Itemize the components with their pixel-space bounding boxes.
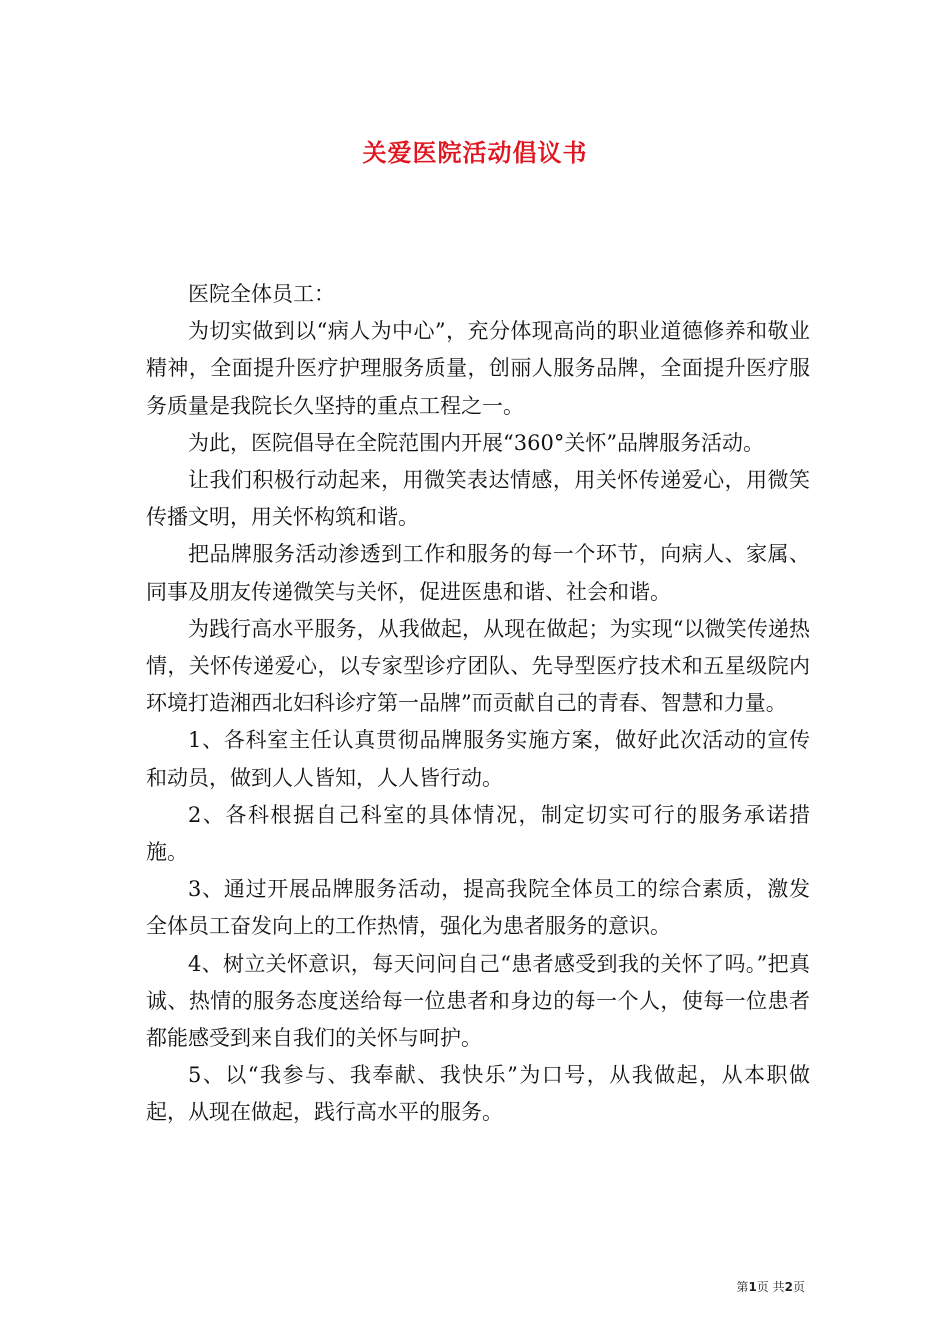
footer-suffix: 页 — [792, 1280, 805, 1294]
paragraph: 把品牌服务活动渗透到工作和服务的每一个环节，向病人、家属、同事及朋友传递微笑与关怀，促进医患和谐、社会和谐。 — [146, 542, 810, 604]
list-item: 1、各科室主任认真贯彻品牌服务实施方案，做好此次活动的宣传和动员，做到人人皆知，人人皆行动。 — [146, 728, 810, 790]
total-pages-number: 2 — [784, 1280, 793, 1294]
current-page-number: 1 — [748, 1280, 757, 1294]
footer-prefix: 第 — [736, 1280, 749, 1294]
salutation: 医院全体员工： — [188, 282, 335, 306]
document-title: 关爱医院活动倡议书 — [362, 138, 588, 167]
paragraph: 为践行高水平服务，从我做起，从现在做起；为实现“以微笑传递热情，关怀传递爱心，以专家型诊疗团队、先导型医疗技术和五星级院内环境打造湘西北妇科诊疗第一品牌”而贡献自己的青春、智慧和力量。 — [146, 616, 810, 716]
list-item: 5、以“我参与、我奉献、我快乐”为口号，从我做起，从本职做起，从现在做起，践行高水平的服务。 — [146, 1063, 810, 1125]
document-body — [146, 276, 810, 1132]
paragraph: 让我们积极行动起来，用微笑表达情感，用关怀传递爱心，用微笑传播文明，用关怀构筑和谐。 — [146, 468, 810, 530]
footer-middle: 页 共 — [756, 1280, 785, 1294]
paragraph: 为切实做到以“病人为中心”，充分体现高尚的职业道德修养和敬业精神，全面提升医疗护理服务质量，创丽人服务品牌，全面提升医疗服务质量是我院长久坚持的重点工程之一。 — [146, 319, 810, 418]
list-item: 3、通过开展品牌服务活动，提高我院全体员工的综合素质，激发全体员工奋发向上的工作热情，强化为患者服务的意识。 — [146, 877, 810, 939]
list-item: 2、各科根据自己科室的具体情况，制定切实可行的服务承诺措施。 — [146, 802, 810, 865]
list-item: 4、树立关怀意识，每天问问自己“患者感受到我的关怀了吗。”把真诚、热情的服务态度送给每一位患者和身边的每一个人，使每一位患者都能感受到来自我们的关怀与呵护。 — [146, 951, 810, 1051]
page-number-footer — [0, 1278, 805, 1295]
paragraph: 为此，医院倡导在全院范围内开展“360°关怀”品牌服务活动。 — [188, 430, 765, 455]
